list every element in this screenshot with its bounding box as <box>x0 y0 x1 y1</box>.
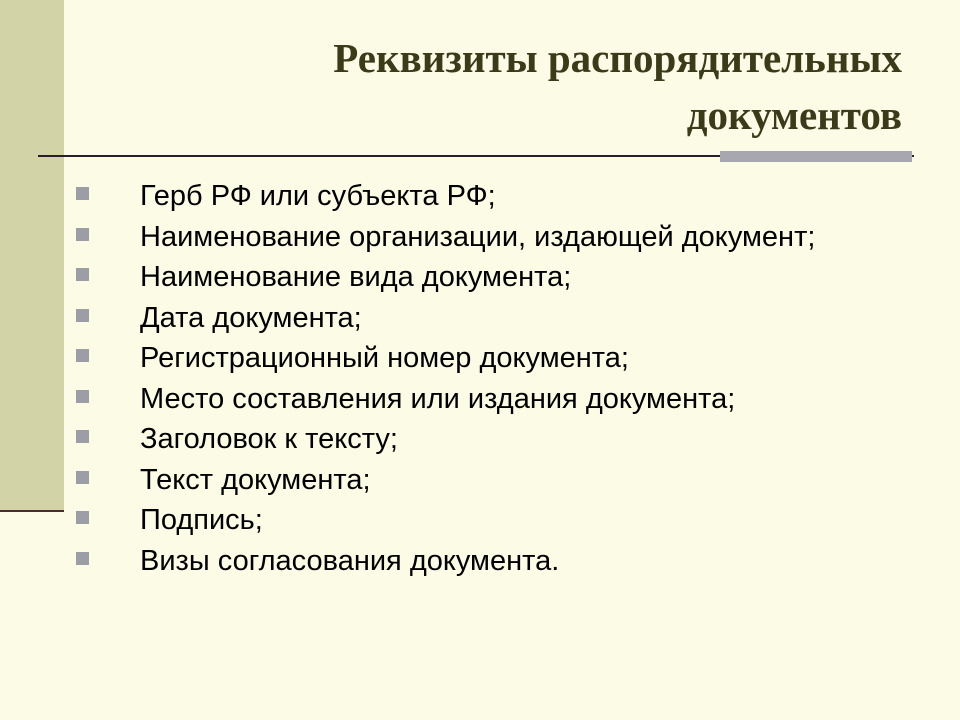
square-bullet-icon <box>76 471 89 484</box>
list-item <box>76 500 916 541</box>
list-item-text: Герб РФ или субъекта РФ; <box>140 180 496 212</box>
slide-title-line-2: документов <box>686 92 902 138</box>
list-item <box>76 419 916 460</box>
list-item-text: Регистрационный номер документа; <box>140 342 629 374</box>
side-decoration-band <box>0 0 64 512</box>
title-divider-accent <box>720 151 912 162</box>
list-item-text: Подпись; <box>140 504 263 536</box>
list-item-text: Наименование организации, издающей документ; <box>140 220 816 253</box>
slide-title <box>142 30 902 144</box>
list-item-text: Место составления или издания документа; <box>140 382 736 415</box>
list-item-text: Дата документа; <box>140 301 362 334</box>
list-item <box>76 379 916 420</box>
list-item <box>76 176 916 217</box>
list-item <box>76 541 916 582</box>
slide-title-line-1: Реквизиты распорядительных <box>333 35 902 81</box>
square-bullet-icon <box>76 268 89 281</box>
square-bullet-icon <box>76 187 89 200</box>
side-decoration-line <box>0 510 64 512</box>
square-bullet-icon <box>76 309 89 322</box>
list-item-text: Текст документа; <box>140 463 371 496</box>
list-item-text: Наименование вида документа; <box>140 261 572 293</box>
square-bullet-icon <box>76 228 89 241</box>
list-item-text: Визы согласования документа. <box>140 544 560 577</box>
square-bullet-icon <box>76 349 89 362</box>
list-item <box>76 298 916 339</box>
requisites-list <box>76 176 916 581</box>
square-bullet-icon <box>76 552 89 565</box>
list-item-text: Заголовок к тексту; <box>140 423 398 455</box>
list-item <box>76 338 916 379</box>
square-bullet-icon <box>76 430 89 443</box>
list-item <box>76 460 916 501</box>
list-item <box>76 217 916 258</box>
square-bullet-icon <box>76 511 89 524</box>
list-item <box>76 257 916 298</box>
square-bullet-icon <box>76 390 89 403</box>
